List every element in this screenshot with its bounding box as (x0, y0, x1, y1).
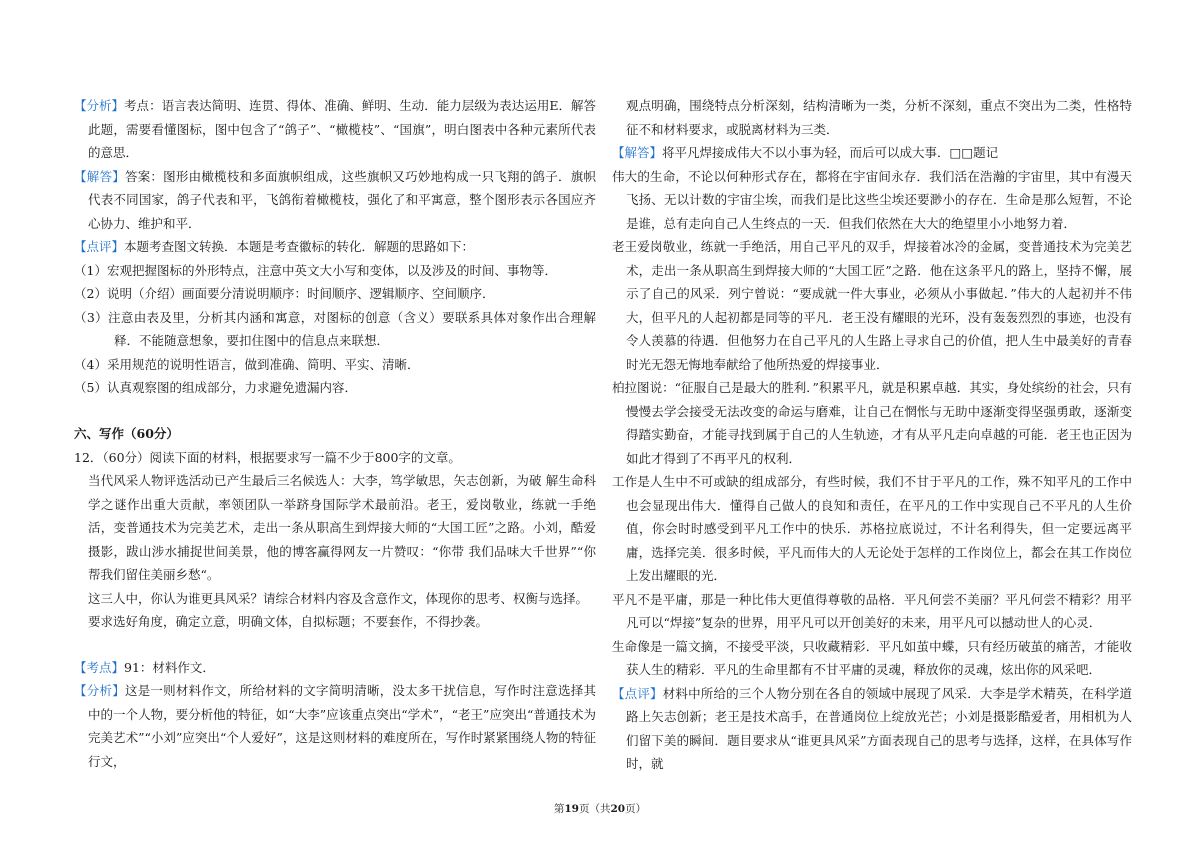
section-title: 六、写作（60分） (74, 425, 179, 441)
analysis-text: 考点：语言表达简明、连贯、得体、准确、鲜明、生动．能力层级为表达运用E．解答此题，需要看懂图标，图中包含了“鸽子”、“橄榄枝”、“国旗”，明白图表中各种元素所代表的意思． (88, 98, 596, 160)
review-paragraph-2 (612, 682, 1132, 776)
footer-total-pages: 20 (610, 803, 626, 815)
analysis-tag-2: 【分析】 (74, 683, 125, 698)
answer-tag: 【解答】 (74, 168, 125, 184)
answer-tag-2: 【解答】 (612, 145, 663, 160)
essay-paragraph-4: 工作是人生中不可或缺的组成部分，有些时候，我们不甘于平凡的工作，殊不知平凡的工作中也会显现出伟大．懂得自己做人的良知和责任，在平凡的工作中实现自己不平凡的人生价值，你会时时感受到平凡工作中的快乐．苏格拉底说过，不计名利得失，但一定要远离平庸，选择完美．很多时候，平凡而伟大的人无论处于怎样的工作岗位上，都会在其工作岗位上发出耀眼的光． (612, 474, 1132, 583)
analysis-text-2: 这是一则材料作文，所给材料的文字简明清晰，没太多干扰信息，写作时注意选择其中的一个人物，要分析他的特征，如“大李”应该重点突出“学术”，“老王”应突出“普通技术为完美艺术”“小刘”应突出“个人爱好”，这是这则材料的难度所在，写作时紧紧围绕人物的特征行文， (88, 683, 596, 769)
point-text: 91：材料作文． (124, 659, 215, 675)
point-tag: 【考点】 (74, 659, 125, 675)
right-column (612, 94, 1132, 776)
footer-mid: 页（共 (579, 803, 611, 815)
step-2: （2）说明（介绍）画面要分清说明顺序：时间顺序、逻辑顺序、空间顺序． (74, 286, 495, 301)
review-paragraph-1 (74, 235, 596, 259)
prompt-1: 这三人中，你认为谁更具风采？请综合材料内容及含意作文，体现你的思考、权衡与选择。 (88, 590, 589, 606)
question-12: 12．（60分）阅读下面的材料，根据要求写一篇不少于800字的文章。 (74, 449, 461, 465)
point-paragraph (74, 656, 596, 680)
review-text: 本题考查图文转换．本题是考查徽标的转化．解题的思路如下： (124, 239, 475, 254)
review-tag: 【点评】 (74, 239, 125, 254)
step-5: （5）认真观察图的组成部分，力求避免遗漏内容． (74, 380, 357, 395)
review-text-2: 材料中所给的三个人物分别在各自的领域中展现了风采．大李是学术精英，在科学道路上矢志创新；老王是技术高手，在普通岗位上绽放光芒；小刘是摄影酷爱者，用相机为人们留下美的瞬间．题目要求从“谁更具风采”方面表现自己的思考与选择，这样，在具体写作时，就 (626, 685, 1132, 771)
analysis-tag: 【分析】 (74, 98, 125, 113)
answer-text: 答案：图形由橄榄枝和多面旗帜组成，这些旗帜又巧妙地构成一只飞翔的鸽子．旗帜代表不同国家，鸽子代表和平，飞鸽衔着橄榄枝，强化了和平寓意，整个图形表示各国应齐心协力、维护和平． (88, 168, 596, 231)
answer-paragraph-2 (612, 141, 1132, 165)
footer-page-number: 19 (564, 803, 579, 815)
analysis-paragraph-2 (74, 679, 596, 773)
essay-paragraph-3: 柏拉图说：“征服自己是最大的胜利．”积累平凡，就是积累卓越．其实，身处缤纷的社会，只有慢慢去学会接受无法改变的命运与磨难，让自己在惘怅与无助中逐渐变得坚强勇敢，逐渐变得踏实勤奋，才能寻找到属于自己的人生轨迹，才有从平凡走向卓越的可能．老王也正因为如此才得到了不再平凡的权利． (612, 380, 1132, 466)
answer-paragraph-1 (74, 165, 596, 236)
footer-suffix: 页） (625, 803, 647, 815)
analysis-continued: 观点明确，围绕特点分析深刻，结构清晰为一类，分析不深刻，重点不突出为二类，性格特征不和材料要求，或脱离材料为三类． (626, 98, 1132, 137)
review-tag-2: 【点评】 (612, 685, 663, 701)
left-column (74, 94, 596, 773)
essay-paragraph-5: 平凡不是平庸，那是一种比伟大更值得尊敬的品格．平凡何尝不美丽？平凡何尝不精彩？用平凡可以“焊接”复杂的世界，用平凡可以开创美好的未来，用平凡可以撼动世人的心灵． (612, 591, 1132, 630)
essay-paragraph-6: 生命像是一篇文摘，不接受平淡，只收藏精彩．平凡如茧中蝶，只有经历破茧的痛苦，才能收获人生的精彩．平凡的生命里都有不甘平庸的灵魂，释放你的灵魂，炫出你的风采吧． (612, 638, 1132, 677)
material-text: 当代风采人物评选活动已产生最后三名候选人：大李，笃学敏思，矢志创新，为破 解生命科学之谜作出重大贡献，率领团队一举跻身国际学术最前沿。老王，爱岗敬业，练就一手绝活，变普通技术为完美艺术，走出一条从职高生到焊接大师的“大国工匠”之路。小刘，酷爱摄影，跋山涉水捕捉世间美景，他的博客赢得网友一片赞叹：“你带 我们品味大千世界”“你帮我们留住美丽乡愁“。 (88, 473, 596, 582)
spacer (74, 634, 596, 656)
prompt-2: 要求选好角度，确定立意，明确文体，自拟标题；不要套作，不得抄袭。 (88, 614, 489, 629)
footer-prefix: 第 (553, 803, 565, 815)
step-3: （3）注意由表及里，分析其内涵和寓意，对图标的创意（含义）要联系具体对象作出合理解释．不能随意想象，要扣住图中的信息点来联想． (74, 309, 596, 348)
page-footer (0, 802, 1200, 816)
essay-paragraph-1: 伟大的生命，不论以何种形式存在，都将在宇宙间永存．我们活在浩瀚的宇宙里，其中有漫天飞扬、无以计数的宇宙尘埃，而我们是比这些尘埃还要渺小的存在．生命是那么短暂，不论是谁，总有走向自己人生终点的一天．但我们依然在大大的绝望里小小地努力着． (612, 168, 1132, 231)
answer-text-2: 将平凡焊接成伟大不以小事为轻，而后可以成大事．□□题记 (662, 145, 999, 160)
analysis-paragraph-1 (74, 94, 596, 165)
step-4: （4）采用规范的说明性语言，做到准确、简明、平实、清晰． (74, 356, 420, 372)
step-1: （1）宏观把握图标的外形特点，注意中英文大小写和变体，以及涉及的时间、事物等． (74, 262, 557, 278)
essay-paragraph-2: 老王爱岗敬业，练就一手绝活，用自己平凡的双手，焊接着冰冷的金属，变普通技术为完美艺术，走出一条从职高生到焊接大师的“大国工匠”之路．他在这条平凡的路上，坚持不懈，展示了自己的风采．列宁曾说：“要成就一件大事业，必须从小事做起．”伟大的人起初并不伟大，但平凡的人起初都是同等的平凡．老王没有耀眼的光环，没有轰轰烈烈的事迹，也没有令人羡慕的待遇．但他努力在自己平凡的人生路上寻求自己的价值，把人生中最美好的青春时光无怨无悔地奉献给了他所热爱的焊接事业． (612, 239, 1132, 372)
